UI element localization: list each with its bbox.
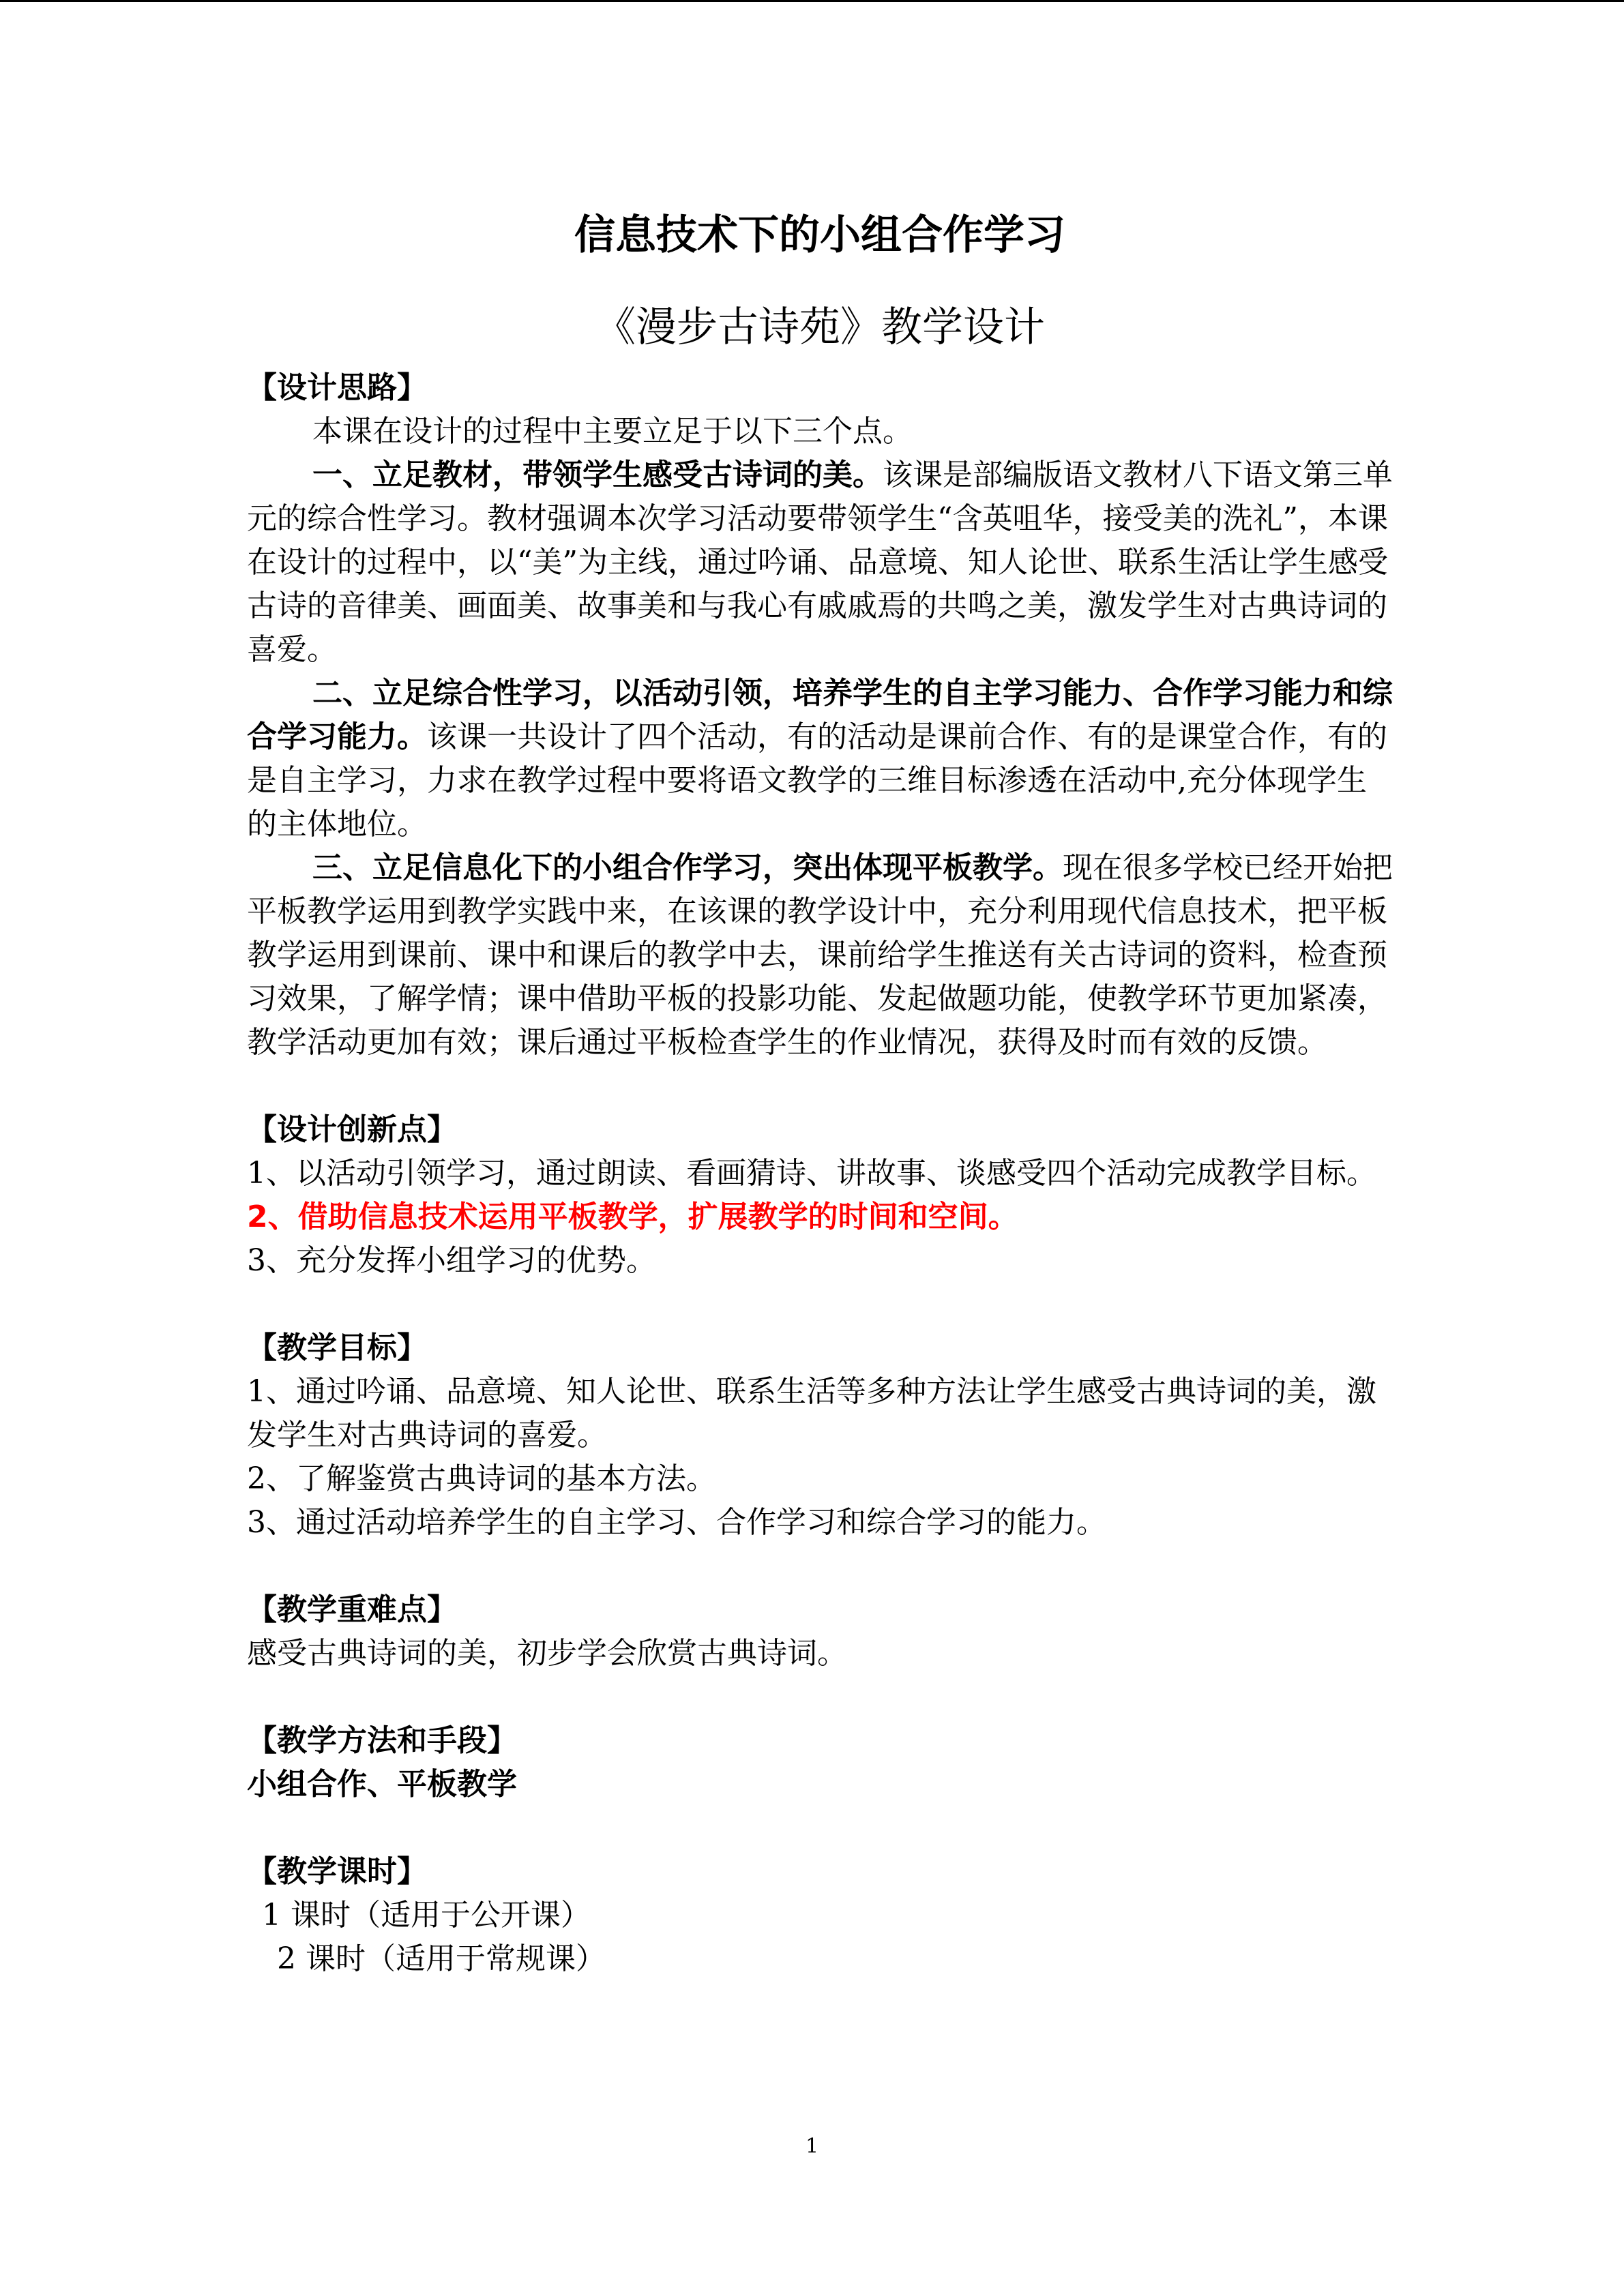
point-1-text: 该课是部编版语文教材八下语文第三单元的综合性学习。教材强调本次学习活动要带领学生“含英咀华，接受美的洗礼”，本课在设计的过程中，以“美”为主线，通过吟诵、品意境、知人论世、联系生活让学生感受古诗的音律美、画面美、故事美和与我心有戚戚焉的共鸣之美，激发学生对古典诗词的喜爱。 — [247, 458, 1393, 667]
design-idea-intro: 本课在设计的过程中主要立足于以下三个点。 — [312, 414, 913, 449]
design-idea-point-1 — [247, 453, 1393, 672]
section-heading-periods: 【教学课时】 — [247, 1854, 427, 1889]
methods-text: 小组合作、平板教学 — [247, 1767, 517, 1802]
design-idea-point-2 — [247, 672, 1393, 846]
innovation-item-2: 2、借助信息技术运用平板教学，扩展教学的时间和空间。 — [247, 1199, 1018, 1234]
period-item-2: 2 课时（适用于常规课） — [277, 1941, 606, 1976]
document-title: 信息技术下的小组合作学习 — [574, 211, 1065, 259]
section-heading-methods: 【教学方法和手段】 — [247, 1723, 517, 1758]
section-heading-design-idea: 【设计思路】 — [247, 370, 427, 405]
design-idea-point-3 — [247, 846, 1393, 1064]
goal-item-3: 3、通过活动培养学生的自主学习、合作学习和综合学习的能力。 — [247, 1505, 1106, 1540]
point-1-bold: 一、立足教材，带领学生感受古诗词的美。 — [312, 458, 883, 492]
section-heading-goals: 【教学目标】 — [247, 1330, 427, 1365]
page-number: 1 — [805, 2134, 819, 2158]
top-border-line — [0, 0, 1624, 2]
key-points-text: 感受古典诗词的美，初步学会欣赏古典诗词。 — [247, 1636, 847, 1671]
point-3-bold: 三、立足信息化下的小组合作学习，突出体现平板教学。 — [312, 850, 1063, 885]
goal-item-2: 2、了解鉴赏古典诗词的基本方法。 — [247, 1461, 716, 1496]
point-2-text: 该课一共设计了四个活动，有的活动是课前合作、有的是课堂合作，有的是自主学习，力求在教学过程中要将语文教学的三维目标渗透在活动中,充分体现学生的主体地位。 — [247, 719, 1387, 841]
period-item-1: 1 课时（适用于公开课） — [262, 1898, 591, 1933]
section-heading-innovation: 【设计创新点】 — [247, 1112, 457, 1147]
innovation-item-3: 3、充分发挥小组学习的优势。 — [247, 1243, 656, 1278]
point-3-text: 现在很多学校已经开始把平板教学运用到教学实践中来，在该课的教学设计中，充分利用现代信息技术，把平板教学运用到课前、课中和课后的教学中去，课前给学生推送有关古诗词的资料，检查预习效果，了解学情；课中借助平板的投影功能、发起做题功能，使教学环节更加紧凑，教学活动更加有效；课后通过平板检查学生的作业情况，获得及时而有效的反馈。 — [247, 850, 1393, 1060]
document-body — [247, 366, 1393, 1981]
innovation-item-1: 1、以活动引领学习，通过朗读、看画猜诗、讲故事、谈感受四个活动完成教学目标。 — [247, 1156, 1376, 1191]
document-subtitle: 《漫步古诗苑》教学设计 — [595, 303, 1045, 351]
section-heading-key-points: 【教学重难点】 — [247, 1592, 457, 1627]
point-2-bold: 二、立足综合性学习，以活动引领，培养学生的自主学习能力、合作学习能力和综合学习能力。 — [247, 676, 1393, 754]
goal-item-1: 1、通过吟诵、品意境、知人论世、联系生活等多种方法让学生感受古典诗词的美，激发学生对古典诗词的喜爱。 — [247, 1374, 1376, 1452]
